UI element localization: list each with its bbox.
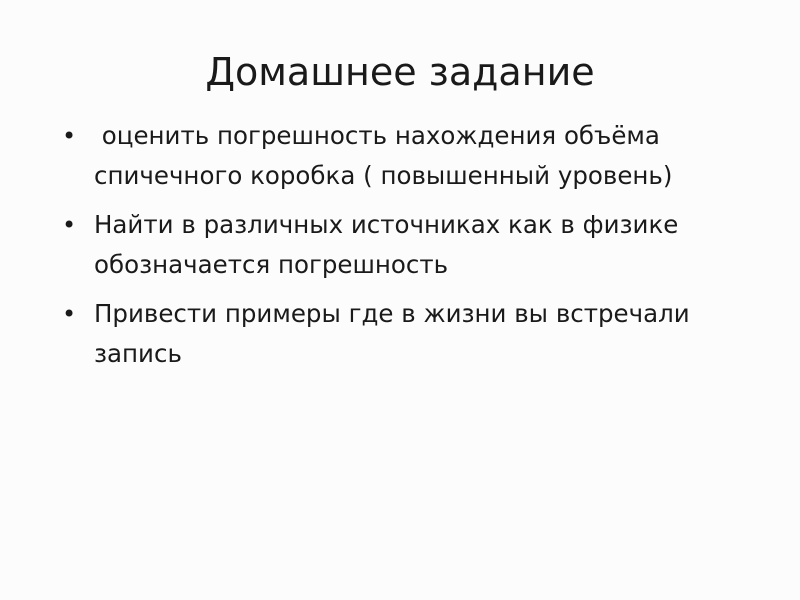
list-item-text: оценить погрешность нахождения объёма спичечного коробка ( повышенный уровень) — [94, 121, 673, 190]
list-item-text: Найти в различных источниках как в физике обозначается погрешность — [94, 210, 687, 279]
list-item — [58, 294, 778, 374]
bullet-icon: • — [62, 122, 77, 150]
list-item — [58, 116, 778, 196]
bullet-icon: • — [62, 211, 77, 239]
bullet-icon: • — [62, 300, 77, 328]
list-item-text: Привести примеры где в жизни вы встречали запись — [94, 299, 698, 368]
list-item — [58, 205, 778, 285]
slide-title: Домашнее задание — [205, 50, 595, 94]
bullet-list — [58, 116, 778, 383]
